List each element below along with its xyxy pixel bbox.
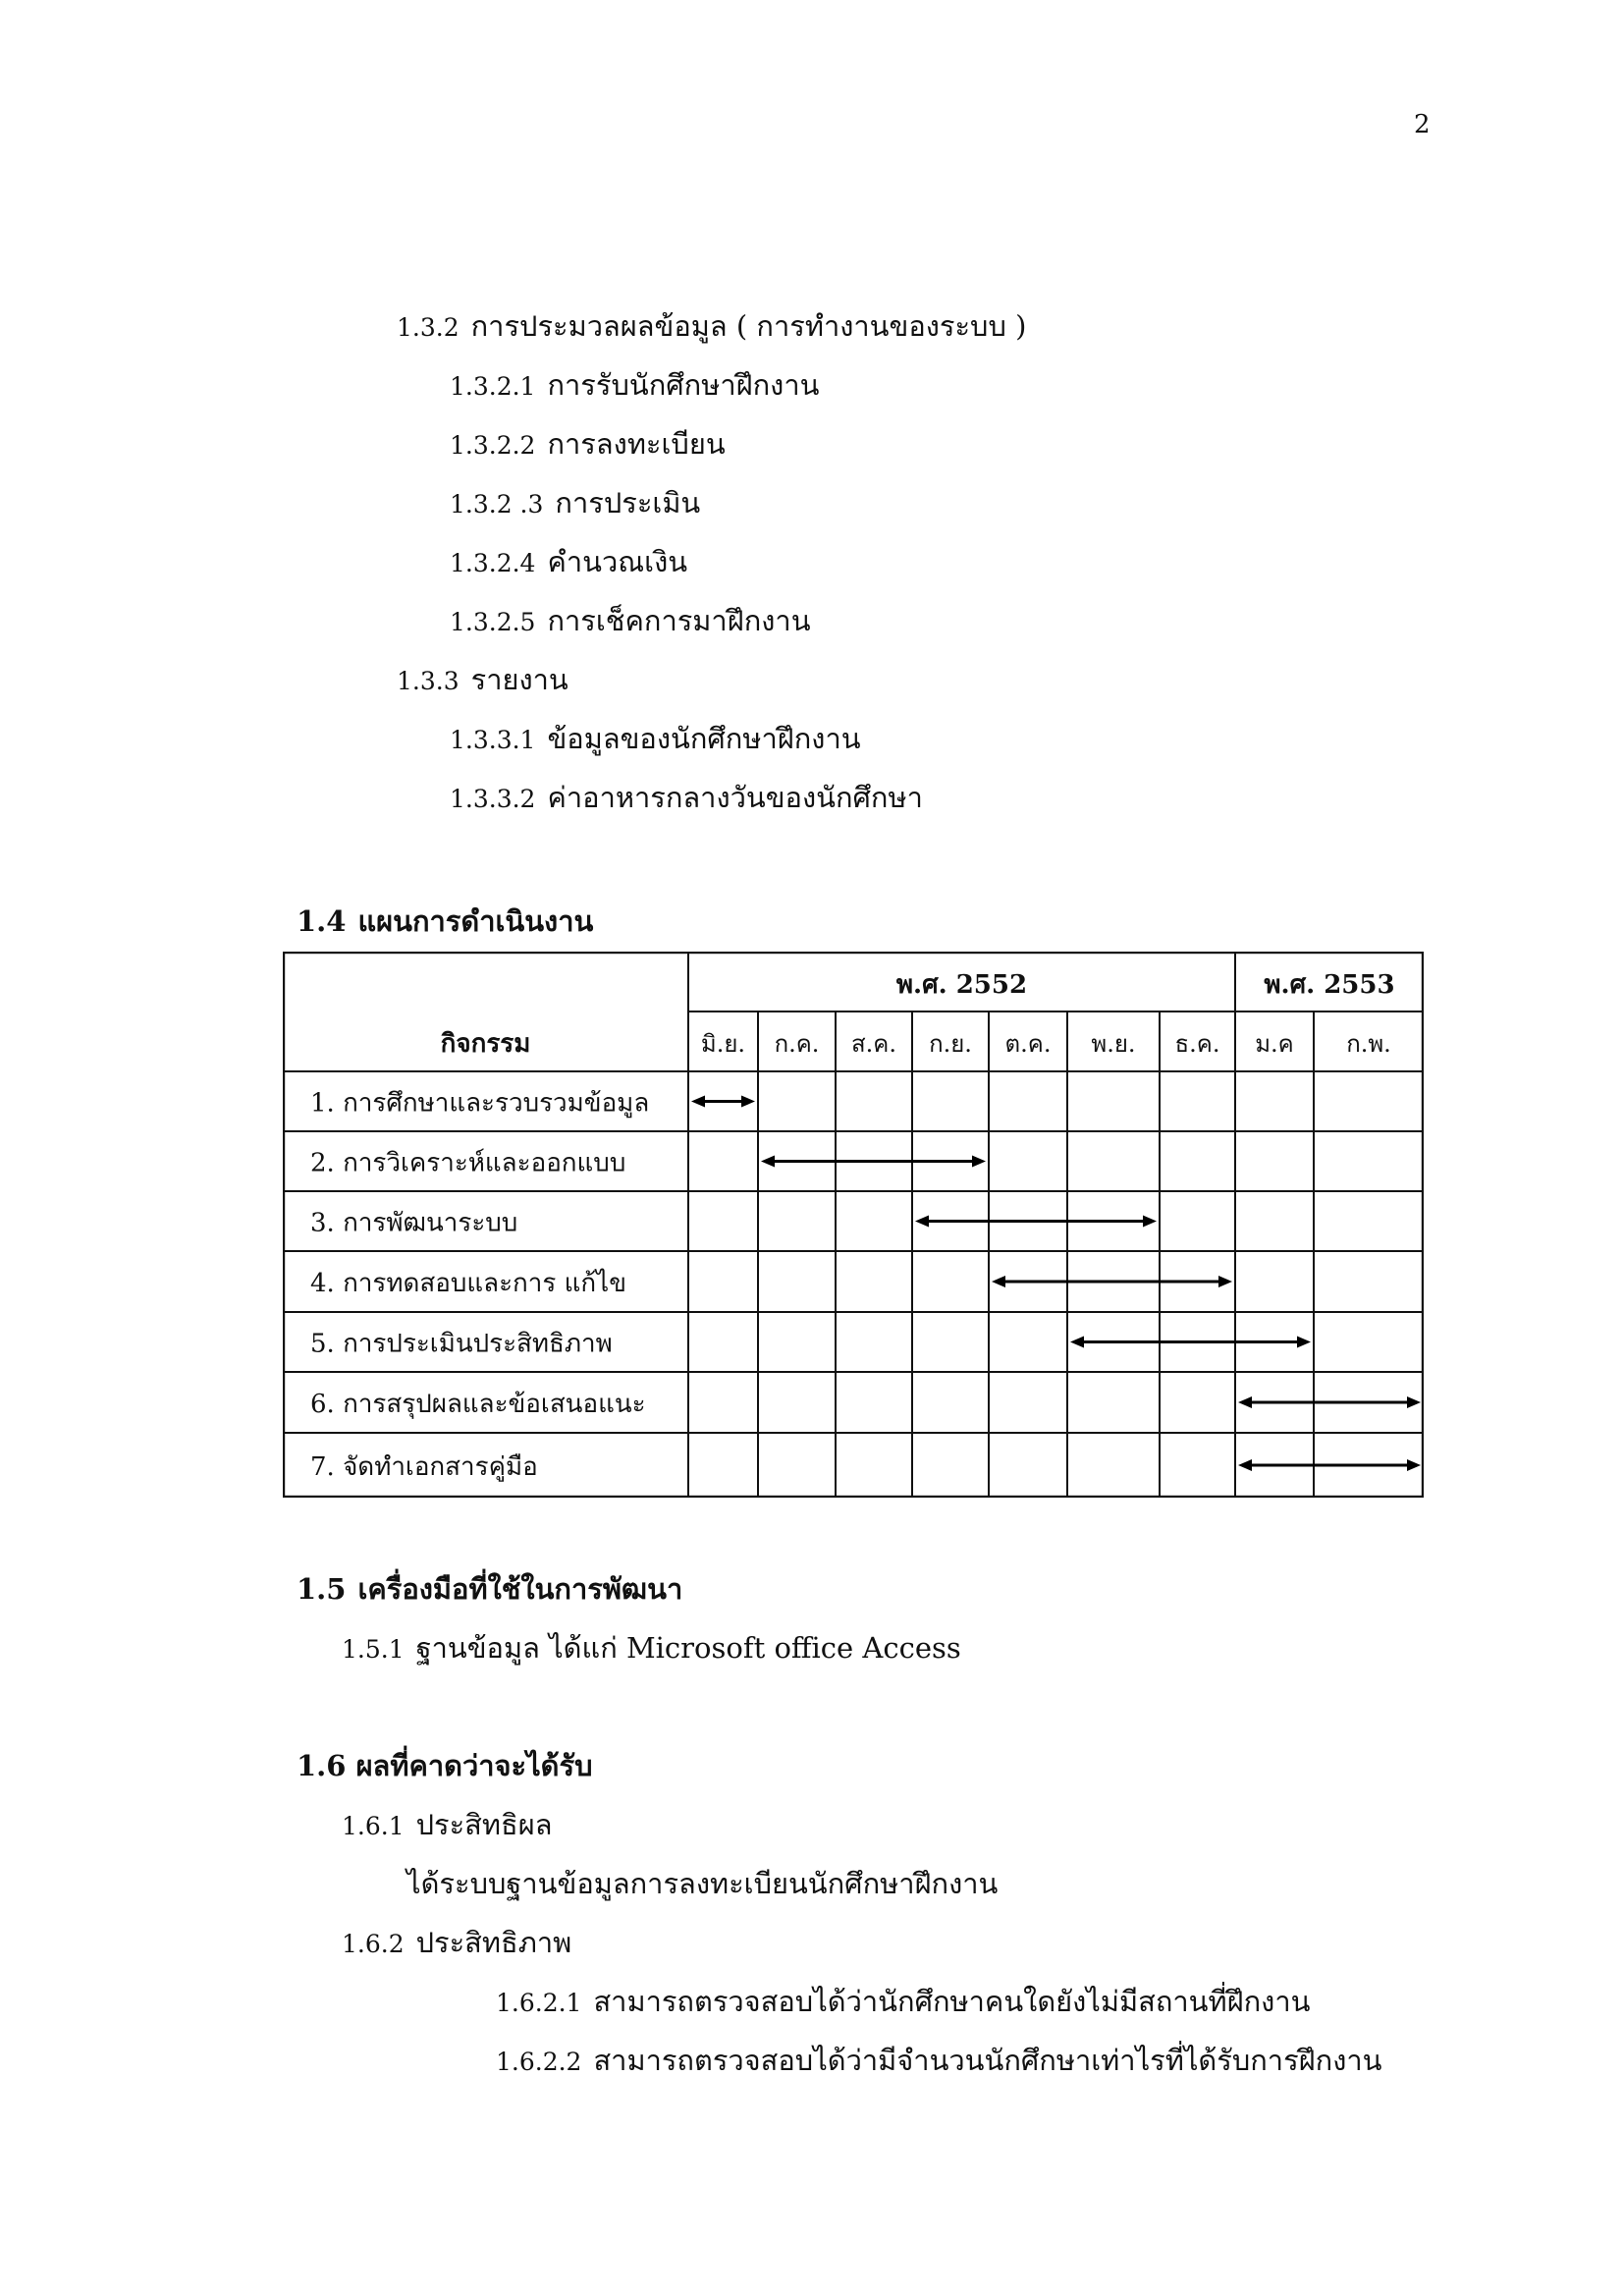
- page-number: 2: [1414, 110, 1431, 139]
- activity-label: 1. การศึกษาและรวบรวมข้อมูล: [310, 1088, 650, 1119]
- month-header: ก.พ.: [1346, 1030, 1391, 1058]
- outline-item: 1.3.2.5 การเช็คการมาฝึกงาน: [450, 604, 811, 637]
- result-subitem: 1.6.2.1 สามารถตรวจสอบได้ว่านักศึกษาคนใดยังไม่มีสถานที่ฝึกงาน: [496, 1985, 1311, 2018]
- outline-item: 1.3.3.2 ค่าอาหารกลางวันของนักศึกษา: [450, 781, 923, 814]
- month-header: ส.ค.: [851, 1030, 896, 1058]
- result-subitem: 1.6.2.2 สามารถตรวจสอบได้ว่ามีจำนวนนักศึกษาเท่าไรที่ได้รับการฝึกงาน: [496, 2044, 1382, 2077]
- year-header: พ.ศ. 2552: [895, 970, 1028, 1000]
- month-header: ม.ค: [1255, 1030, 1294, 1058]
- timeline-arrow: [761, 1156, 986, 1168]
- month-header: ก.ย.: [929, 1030, 972, 1058]
- timeline-arrow: [992, 1276, 1232, 1287]
- schedule-table: [283, 952, 1424, 1498]
- outline-item: 1.3.2 การประมวลผลข้อมูล ( การทำงานของระบบ ): [397, 309, 1027, 343]
- activity-label: 2. การวิเคราะห์และออกแบบ: [310, 1148, 626, 1178]
- timeline-arrow: [915, 1216, 1157, 1228]
- timeline-arrow: [1070, 1337, 1311, 1348]
- activity-label: 6. การสรุปผลและข้อเสนอแนะ: [310, 1390, 646, 1419]
- tool-item: 1.5.1 ฐานข้อมูล ได้แก่ Microsoft office Access: [342, 1631, 961, 1665]
- section-heading-1-5: 1.5 เครื่องมือที่ใช้ในการพัฒนา: [297, 1572, 683, 1606]
- section-heading-1-4: 1.4 แผนการดำเนินงาน: [297, 904, 594, 938]
- year-header: พ.ศ. 2553: [1264, 970, 1395, 1000]
- month-header: ก.ค.: [774, 1030, 820, 1058]
- month-header: ธ.ค.: [1174, 1030, 1220, 1058]
- result-item: 1.6.1 ประสิทธิผล: [342, 1808, 553, 1841]
- timeline-arrow: [1238, 1396, 1421, 1408]
- outline-item: 1.3.2.1 การรับนักศึกษาฝึกงาน: [450, 368, 820, 402]
- section-heading-1-6: 1.6 ผลที่คาดว่าจะได้รับ: [297, 1749, 593, 1782]
- activity-label: 5. การประเมินประสิทธิภาพ: [310, 1329, 613, 1359]
- month-header: มิ.ย.: [700, 1030, 746, 1058]
- outline-item: 1.3.2.4 คำนวณเงิน: [450, 545, 688, 578]
- result-item: 1.6.2 ประสิทธิภาพ: [342, 1926, 572, 1959]
- activity-label: 7. จัดทำเอกสารคู่มือ: [310, 1452, 538, 1482]
- result-body: ได้ระบบฐานข้อมูลการลงทะเบียนนักศึกษาฝึกงาน: [406, 1867, 999, 1900]
- outline-item: 1.3.2 .3 การประเมิน: [450, 486, 701, 519]
- outline-item: 1.3.3 รายงาน: [397, 663, 568, 696]
- activity-label: 4. การทดสอบและการ แก้ไข: [310, 1269, 626, 1298]
- month-header: พ.ย.: [1091, 1030, 1136, 1058]
- activity-column-header: กิจกรรม: [440, 1029, 531, 1059]
- activity-label: 3. การพัฒนาระบบ: [310, 1208, 518, 1238]
- outline-item: 1.3.2.2 การลงทะเบียน: [450, 427, 726, 461]
- timeline-arrow: [691, 1096, 755, 1108]
- month-header: ต.ค.: [1004, 1030, 1052, 1058]
- timeline-arrow: [1238, 1459, 1421, 1471]
- outline-item: 1.3.3.1 ข้อมูลของนักศึกษาฝึกงาน: [450, 722, 861, 755]
